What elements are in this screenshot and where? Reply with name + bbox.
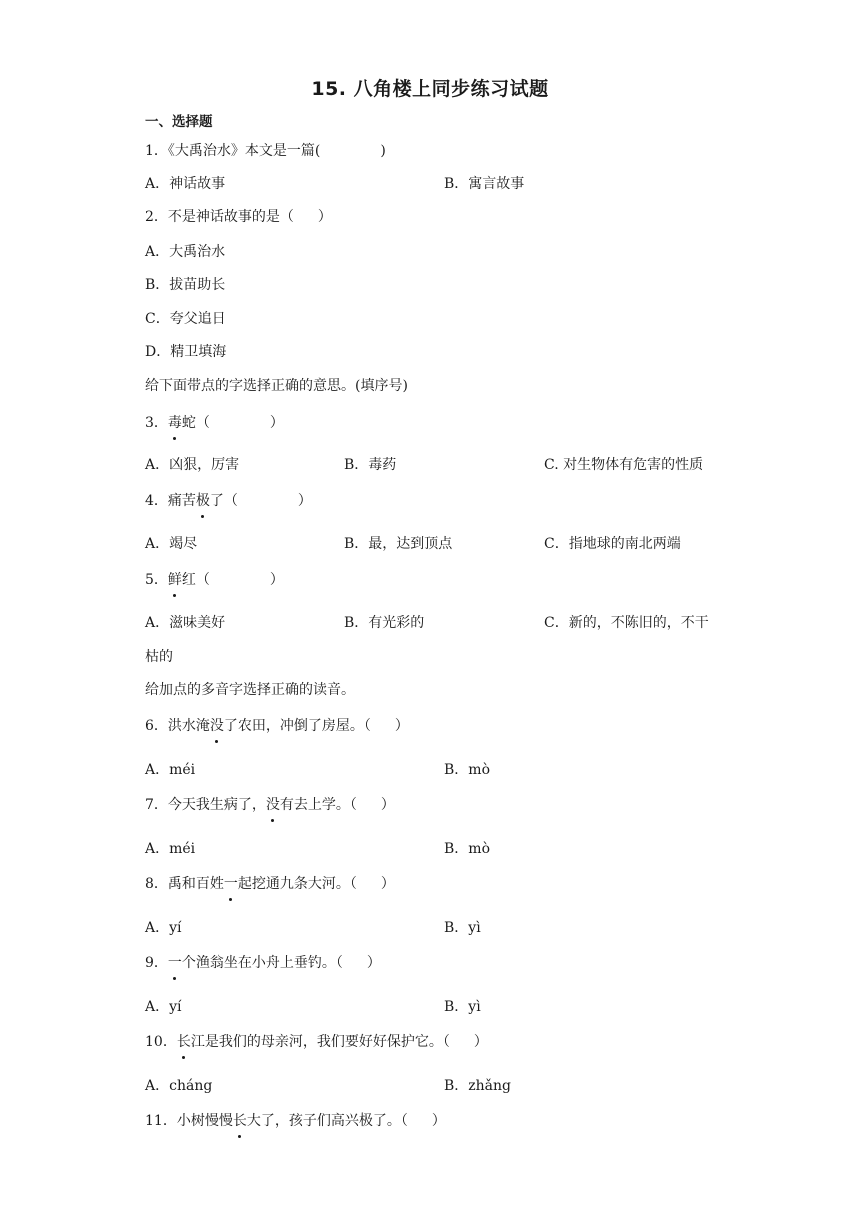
option-b[interactable]: B．毒药 — [344, 457, 397, 473]
dotted-character: 没 — [265, 797, 280, 813]
question-2 — [145, 207, 332, 227]
question-text: 痛苦 — [167, 493, 196, 509]
question-close: ） — [297, 493, 312, 509]
question-text-rest: 红（ — [181, 572, 210, 588]
question-close: ） — [473, 1034, 488, 1050]
question-number: 2． — [145, 209, 168, 225]
dotted-character: 极 — [195, 493, 210, 509]
option-b[interactable]: B．mò — [444, 762, 490, 778]
question-text-rest: 了（ — [209, 493, 238, 509]
question-text-rest: 起挖通九条大河。（ — [237, 876, 357, 892]
section-heading: 一、选择题 — [145, 114, 213, 130]
option-a[interactable]: A．大禹治水 — [145, 244, 226, 260]
question-number: 3． — [145, 415, 168, 431]
question-number: 6． — [145, 718, 168, 734]
question-11 — [145, 1111, 446, 1131]
option-b[interactable]: B．yì — [444, 999, 481, 1015]
option-a[interactable]: A．yí — [145, 999, 182, 1015]
question-number: 7． — [145, 797, 168, 813]
dotted-character: 长 — [232, 1113, 247, 1129]
option-a[interactable]: A．yí — [145, 920, 182, 936]
question-number: 8． — [145, 876, 168, 892]
question-text-rest: 大了，孩子们高兴极了。（ — [246, 1113, 408, 1129]
question-text-rest: 蛇（ — [181, 415, 210, 431]
question-5 — [145, 570, 284, 590]
question-close: ） — [394, 718, 409, 734]
question-close: ） — [317, 209, 332, 225]
question-7 — [145, 795, 395, 815]
option-a[interactable]: A．滋味美好 — [145, 615, 226, 631]
question-close: ） — [366, 955, 381, 971]
option-b[interactable]: B．最，达到顶点 — [344, 536, 453, 552]
option-b[interactable]: B．拔苗助长 — [145, 277, 226, 293]
page-title: 15. 八角楼上同步练习试题 — [311, 78, 549, 100]
question-4 — [145, 491, 312, 511]
dotted-character: 长 — [176, 1034, 191, 1050]
question-number: 9． — [145, 955, 168, 971]
option-b[interactable]: B．有光彩的 — [344, 615, 425, 631]
question-3 — [145, 413, 284, 433]
question-text-rest: 江是我们的母亲河，我们要好好保护它。（ — [190, 1034, 450, 1050]
instruction-meaning: 给下面带点的字选择正确的意思。(填序号) — [145, 378, 408, 394]
option-a[interactable]: A．神话故事 — [145, 176, 226, 192]
option-c[interactable]: C. 对生物体有危害的性质 — [544, 457, 704, 473]
question-text-rest: 有去上学。（ — [279, 797, 357, 813]
option-a[interactable]: A．凶狠，厉害 — [145, 457, 240, 473]
option-a[interactable]: A．竭尽 — [145, 536, 198, 552]
option-b[interactable]: B．zhǎng — [444, 1078, 512, 1094]
question-close: ) — [380, 143, 386, 159]
dotted-character: 没 — [209, 718, 224, 734]
dotted-character: 毒 — [167, 415, 182, 431]
dotted-character: 一 — [223, 876, 238, 892]
question-10 — [145, 1032, 488, 1052]
option-b[interactable]: B．寓言故事 — [444, 176, 525, 192]
option-a[interactable]: A．cháng — [145, 1078, 213, 1094]
question-text-rest: 了农田，冲倒了房屋。（ — [223, 718, 371, 734]
question-6 — [145, 716, 409, 736]
question-close: ） — [269, 415, 284, 431]
option-d[interactable]: D．精卫填海 — [145, 344, 227, 360]
dotted-character: 一 — [167, 955, 182, 971]
question-9 — [145, 953, 381, 973]
question-text: 洪水淹 — [167, 718, 210, 734]
question-text: 禹和百姓 — [167, 876, 224, 892]
dotted-character: 鲜 — [167, 572, 182, 588]
question-text: 不是神话故事的是（ — [167, 209, 294, 225]
option-a[interactable]: A．méi — [145, 841, 196, 857]
question-number: 1． — [145, 143, 168, 159]
question-close: ） — [431, 1113, 446, 1129]
option-c[interactable]: C．指地球的南北两端 — [544, 536, 681, 552]
question-text: 《大禹治水》本文是一篇( — [167, 143, 321, 159]
option-b[interactable]: B．mò — [444, 841, 490, 857]
question-number: 10． — [145, 1034, 177, 1050]
question-text: 今天我生病了， — [167, 797, 266, 813]
question-number: 5． — [145, 572, 168, 588]
option-c-continued: 枯的 — [145, 649, 173, 665]
question-close: ） — [380, 797, 395, 813]
option-a[interactable]: A．méi — [145, 762, 196, 778]
question-number: 11． — [145, 1113, 177, 1129]
question-text: 小树慢慢 — [176, 1113, 233, 1129]
option-c[interactable]: C．新的，不陈旧的，不干 — [544, 615, 709, 631]
question-number: 4． — [145, 493, 168, 509]
option-c[interactable]: C．夸父追日 — [145, 311, 226, 327]
question-text-rest: 个渔翁坐在小舟上垂钓。（ — [181, 955, 343, 971]
question-8 — [145, 874, 395, 894]
question-1 — [145, 141, 386, 161]
question-close: ） — [380, 876, 395, 892]
question-close: ） — [269, 572, 284, 588]
option-b[interactable]: B．yì — [444, 920, 481, 936]
instruction-pinyin: 给加点的多音字选择正确的读音。 — [145, 682, 355, 698]
